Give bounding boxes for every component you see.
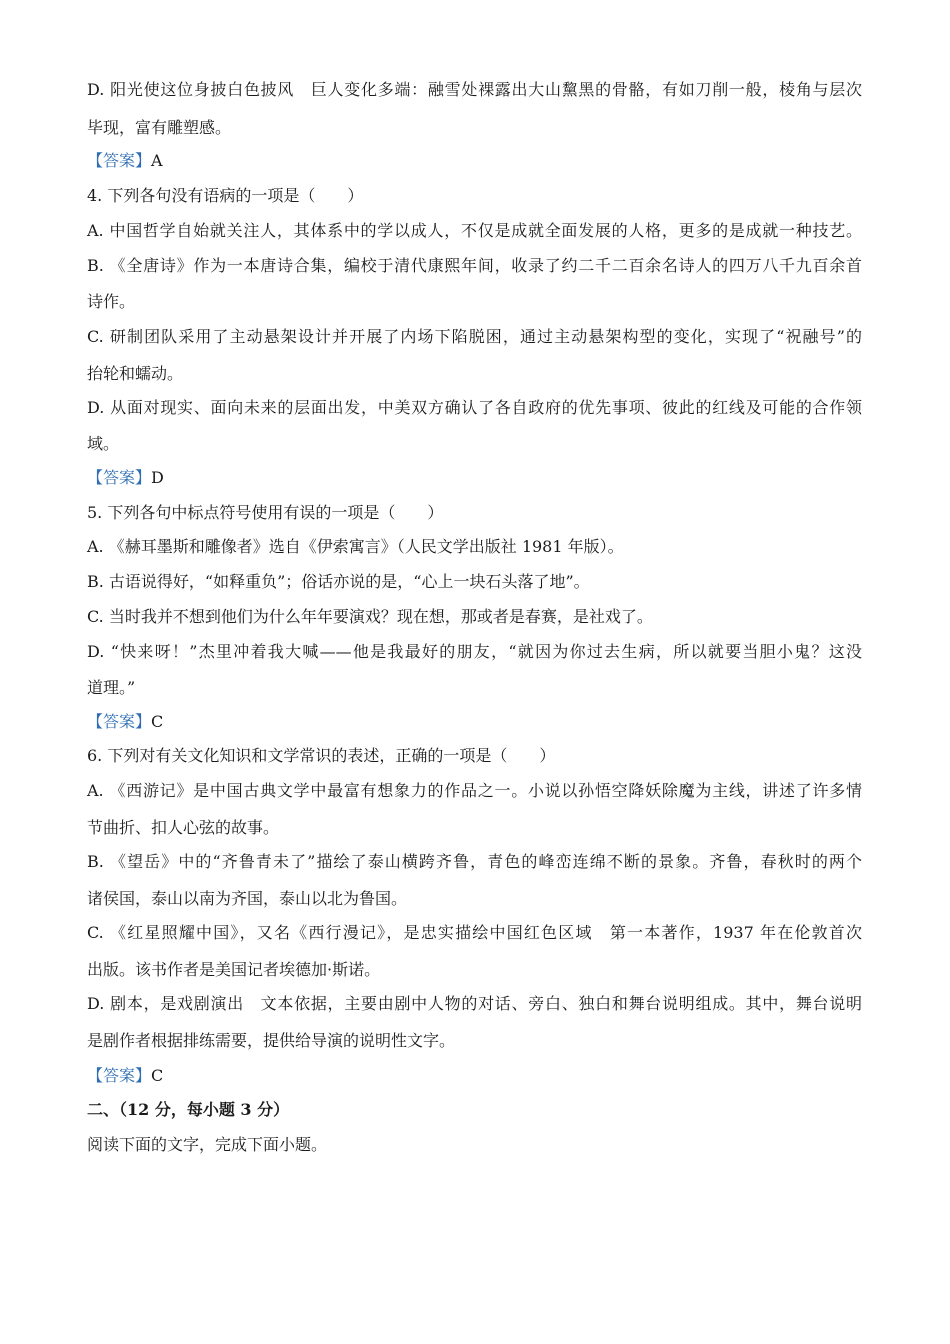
- q4-option-d-line-1: D. 从面对现实、面向未来的层面出发，中美双方确认了各自政府的优先事项、彼此的红线及可能的合作领: [87, 398, 862, 417]
- q4-option-c-line-2: 抬轮和蠕动。: [87, 364, 184, 383]
- question-6-stem: 6. 下列对有关文化知识和文学常识的表述，正确的一项是（ ）: [87, 746, 556, 765]
- q5-option-a: A. 《赫耳墨斯和雕像者》选自《伊索寓言》（人民文学出版社 1981 年版）。: [87, 537, 624, 556]
- question-5-stem: 5. 下列各句中标点符号使用有误的一项是（ ）: [87, 503, 444, 522]
- answer-q4: [87, 466, 862, 490]
- q6-option-b-line-1: B. 《望岳》中的“齐鲁青未了”描绘了泰山横跨齐鲁，青色的峰峦连绵不断的景象。齐鲁，春秋时的两个: [87, 852, 862, 871]
- q5-option-b: B. 古语说得好，“如释重负”；俗话亦说的是，“心上一块石头落了地”。: [87, 572, 590, 591]
- q5-option-c: C. 当时我并不想到他们为什么年年要演戏？现在想，那或者是春赛，是社戏了。: [87, 607, 653, 626]
- q4-option-b-line-1: B. 《全唐诗》作为一本唐诗合集，编校于清代康熙年间，收录了约二千二百余名诗人的四万八千九百余首: [87, 256, 862, 275]
- q4-option-a: A. 中国哲学自始就关注人，其体系中的学以成人，不仅是成就全面发展的人格，更多的是成就一种技艺。: [87, 221, 862, 240]
- reading-instruction: 阅读下面的文字，完成下面小题。: [87, 1135, 328, 1154]
- answer-value: D: [151, 468, 164, 487]
- q5-option-d-line-1: D. “快来呀！”杰里冲着我大喊——他是我最好的朋友，“就因为你过去生病，所以就要当胆小鬼？这没: [87, 642, 862, 661]
- q3-option-d-line-1: D. 阳光使这位身披白色披风 巨人变化多端：融雪处裸露出大山黧黑的骨骼，有如刀削一般，棱角与层次: [87, 80, 862, 99]
- answer-value: C: [151, 1066, 164, 1085]
- answer-value: A: [151, 151, 163, 170]
- q3-option-d-line-2: 毕现，富有雕塑感。: [87, 118, 232, 137]
- q4-option-c-line-1: C. 研制团队采用了主动悬架设计并开展了内场下陷脱困，通过主动悬架构型的变化，实现了“祝融号”的: [87, 327, 862, 346]
- q4-option-b-line-2: 诗作。: [87, 292, 136, 311]
- answer-value: C: [151, 712, 164, 731]
- q6-option-b-line-2: 诸侯国，泰山以南为齐国，泰山以北为鲁国。: [87, 889, 408, 908]
- answer-label: 【答案】: [87, 151, 152, 170]
- q6-option-c-line-2: 出版。该书作者是美国记者埃德加·斯诺。: [87, 960, 381, 979]
- section-two-heading: 二、（12 分，每小题 3 分）: [87, 1100, 290, 1119]
- answer-q5: [87, 710, 862, 734]
- q6-option-d-line-1: D. 剧本，是戏剧演出 文本依据，主要由剧中人物的对话、旁白、独白和舞台说明组成。其中，舞台说明: [87, 994, 862, 1013]
- answer-q3: [87, 149, 862, 173]
- q6-option-d-line-2: 是剧作者根据排练需要，提供给导演的说明性文字。: [87, 1031, 456, 1050]
- q5-option-d-line-2: 道理。”: [87, 678, 136, 697]
- answer-label: 【答案】: [87, 1066, 152, 1085]
- q6-option-a-line-1: A. 《西游记》是中国古典文学中最富有想象力的作品之一。小说以孙悟空降妖除魔为主线，讲述了许多情: [87, 781, 862, 800]
- question-4-stem: 4. 下列各句没有语病的一项是（ ）: [87, 186, 364, 205]
- answer-label: 【答案】: [87, 712, 152, 731]
- q6-option-c-line-1: C. 《红星照耀中国》，又名《西行漫记》，是忠实描绘中国红色区域 第一本著作，1937 年在伦敦首次: [87, 923, 862, 942]
- answer-label: 【答案】: [87, 468, 152, 487]
- answer-q6: [87, 1064, 862, 1088]
- q4-option-d-line-2: 域。: [87, 434, 120, 453]
- q6-option-a-line-2: 节曲折、扣人心弦的故事。: [87, 818, 280, 837]
